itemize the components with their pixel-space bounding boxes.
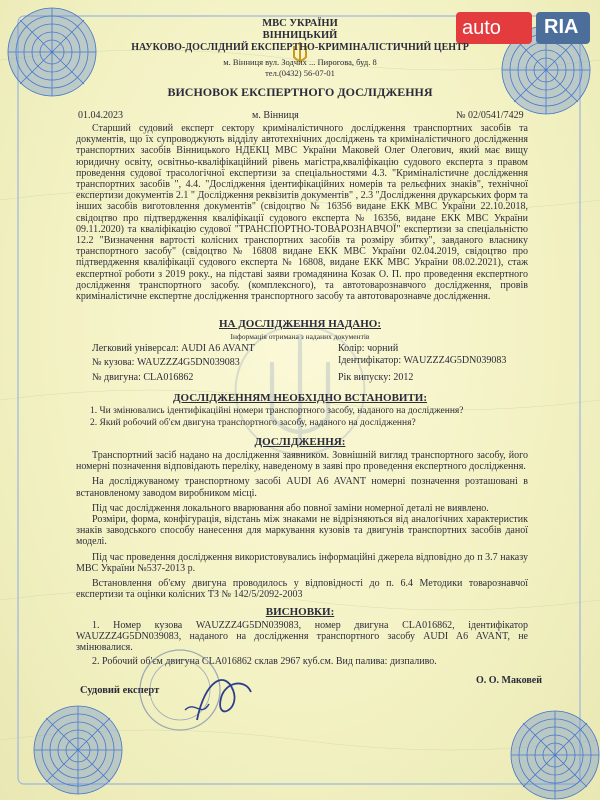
submitted-heading: НА ДОСЛІДЖЕННЯ НАДАНО: xyxy=(218,318,382,330)
question-1: 1. Чи змінювались ідентифікаційні номери транспортного засобу, наданого на дослідження? xyxy=(90,406,464,416)
header-center-full: НАУКОВО-ДОСЛІДНИЙ ЕКСПЕРТНО-КРИМІНАЛІСТИЧНИЙ ЦЕНТР xyxy=(131,42,469,53)
header-center-name: ВІННИЦЬКИЙ xyxy=(262,30,338,41)
rosette-bottom-left xyxy=(28,700,128,800)
rosette-top-left xyxy=(2,2,102,102)
vehicle-year: Рік випуску: 2012 xyxy=(338,372,414,383)
rosette-bottom-right xyxy=(505,705,600,800)
question-2: 2. Який робочий об'єм двигуна транспортного засобу, наданого на дослідження? xyxy=(90,418,416,428)
logo-badge: RIA xyxy=(544,16,579,38)
research-paragraph: На досліджуваному транспортному засобі AUDI A6 AVANT номерні позначення розташовані в встановленому заводом виробником місці. xyxy=(76,476,528,499)
submitted-subheading: Інформація отримана з наданих документів xyxy=(230,332,370,341)
research-paragraph: Під час дослідження локального вварювання або повної заміни номерної деталі не виявлено. xyxy=(92,502,489,514)
research-heading: ДОСЛІДЖЕННЯ: xyxy=(254,436,346,448)
research-paragraph: Розміри, форма, конфігурація, відстань між знаками не відрізняються від аналогічних характеристик знаків заводського способу нанесення для маркування кузовів та двигунів транспортних засобів даної моделі. xyxy=(76,514,528,548)
signature-name: О. О. Маковей xyxy=(476,675,542,686)
conclusion-item: 2. Робочий об'єм двигуна CLA016862 склав 2967 куб.см. Вид палива: дизпаливо. xyxy=(92,655,437,667)
header-ministry: МВС УКРАЇНИ xyxy=(262,18,338,29)
vehicle-color: Колір: чорний xyxy=(338,343,399,354)
body-number: № кузова: WAUZZZ4G5DN039083 xyxy=(92,357,240,368)
logo-text: auto xyxy=(462,17,501,39)
vehicle-type: Легковий універсал: AUDI A6 AVANT xyxy=(92,343,255,354)
document-date: 01.04.2023 xyxy=(78,110,123,121)
document-title: ВИСНОВОК ЕКСПЕРТНОГО ДОСЛІДЖЕННЯ xyxy=(167,85,433,99)
research-paragraph: Під час проведення дослідження використовувались інформаційні джерела відповідно до п 3.7 наказу МВС України №537-2013 р. xyxy=(76,551,528,574)
header-phone: тел.(0432) 56-07-01 xyxy=(265,68,335,78)
conclusion-item: 1. Номер кузова WAUZZZ4G5DN039083, номер двигуна CLA016862, ідентифікатор WAUZZZ4G5DN039083, наданого на дослідження транспортного засобу AUDI A6 AVANT, не змінювалися. xyxy=(76,620,528,654)
signature-label: Судовий експерт xyxy=(80,685,160,696)
conclusions-heading: ВИСНОВКИ: xyxy=(265,606,335,618)
research-paragraph: Встановлення об'єму двигуна проводилось у відповідності до п. 6.4 Методики товарознавчої експертизи та оцінки колісних ТЗ № 142/5/2092-2003 xyxy=(76,578,528,601)
intro-paragraph xyxy=(76,123,528,302)
header-address: м. Вінниця вул. Зодчих ... Пирогова, буд. 8 xyxy=(223,57,377,67)
questions-heading: ДОСЛІДЖЕННЯМ НЕОБХІДНО ВСТАНОВИТИ: xyxy=(172,392,428,404)
engine-number: № двигуна: CLA016862 xyxy=(92,372,194,383)
official-stamp xyxy=(125,640,265,740)
document-number: № 02/0541/7429 xyxy=(456,110,524,121)
document-city: м. Вінниця xyxy=(252,110,299,121)
intro-text: Старший судовий експерт сектору криміналістичного дослідження транспортних засобів та документів, що їх супроводжують відділу автотехнічних досліджень та криміналістичного дослідження транспортних засобів Вінницького НДЕКЦ МВС України Маковей Олег Олегович, який має вищу юридичну освіту, освітньо-кваліфікаційний рівень магістра,кваліфікацію судового експерта з правом проведення судової трасологічної експертизи за спеціальностями 4.3. "Криміналістичне дослідження транспортних засобів ", 4.4. "Дослідження ідентифікаційних номерів та рельєфних знаків", технічної експертизи документів 2.1 " Дослідження реквізитів документів" , 2.3 "Дослідження друкарських форм та інших засобів виготовлення документів" (свідоцтво № 16356 видане ЕКК МВС України 22.10.2018, свідоцтво про підтвердження кваліфікації судового експерта № 16356, видане ЕКК МВС України 09.11.2020) та кваліфікацію судової "ТРАНСПОРТНО-ТОВАРОЗНАВЧОЇ" експертизи за спеціальністю 12.2 "Визначення вартості колісних транспортних засобів та розміру збитку", завданого власнику транспортного засобу" (свідоцтво № 16808 видане ЕКК МВС України 02.04.2019, свідоцтво про підтвердження кваліфікації судового експерта № 16808, видане ЕКК МВС України 08.02.2021), стаж експертної роботи з 2019 року., на підставі заяви громадянина Козак О. П. про проведення експертного дослідження транспортного засобу. (комплексного), та автотоварознавчого дослідження, провів криміналістичне експертне дослідження транспортного засобу та автотоварознавче дослідження. xyxy=(76,123,528,303)
research-paragraph: Транспортний засіб надано на дослідження заявником. Зовнішній вигляд транспортного засобу, його номерні позначення відповідають переліку, наведеному в заяві про проведення експертного дослідження. xyxy=(76,450,528,473)
research-body xyxy=(76,450,528,600)
vehicle-vin: Ідентифікатор: WAUZZZ4G5DN039083 xyxy=(338,355,507,366)
